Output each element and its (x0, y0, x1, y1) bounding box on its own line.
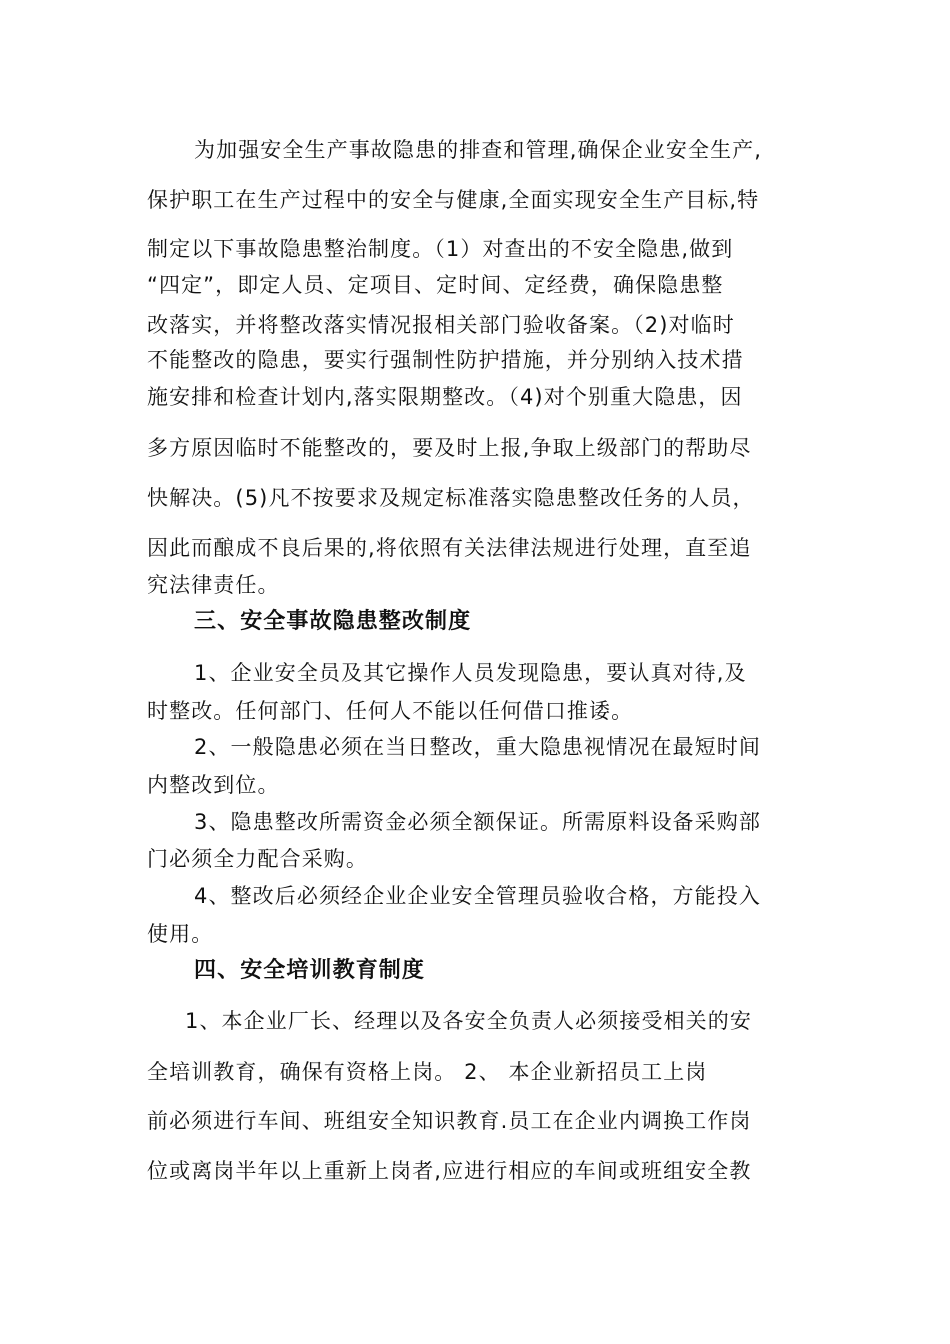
list-item-line: 前必须进行车间、班组安全知识教育.员工在企业内调换工作岗 (147, 1109, 752, 1133)
paragraph-line: 快解决。(5)凡不按要求及规定标准落实隐患整改任务的人员， (147, 486, 755, 510)
paragraph-line: 为加强安全生产事故隐患的排查和管理,确保企业安全生产, (194, 138, 763, 162)
paragraph-line: 多方原因临时不能整改的，要及时上报,争取上级部门的帮助尽 (147, 436, 752, 460)
list-item-line: 全培训教育，确保有资格上岗。 2、 本企业新招员工上岗 (147, 1060, 708, 1084)
paragraph-line: 施安排和检查计划内,落实限期整改。（4)对个别重大隐患，因 (147, 385, 743, 409)
paragraph-line: 改落实，并将整改落实情况报相关部门验收备案。（2)对临时 (147, 313, 735, 337)
list-item-line: 内整改到位。 (147, 773, 280, 797)
paragraph-line: 不能整改的隐患，要实行强制性防护措施，并分别纳入技术措 (147, 348, 744, 372)
paragraph-line: “四定”，即定人员、定项目、定时间、定经费，确保隐患整 (147, 273, 724, 297)
list-item-line: 3、隐患整改所需资金必须全额保证。所需原料设备采购部 (194, 810, 761, 834)
section-heading: 四、安全培训教育制度 (194, 958, 426, 983)
paragraph-line: 保护职工在生产过程中的安全与健康,全面实现安全生产目标,特 (147, 188, 760, 212)
list-item-line: 1、本企业厂长、经理以及各安全负责人必须接受相关的安 (185, 1009, 752, 1033)
list-item-line: 2、一般隐患必须在当日整改，重大隐患视情况在最短时间 (194, 735, 761, 759)
list-item-line: 门必须全力配合采购。 (147, 847, 368, 871)
list-item-line: 使用。 (147, 922, 214, 946)
list-item-line: 1、企业安全员及其它操作人员发现隐患，要认真对待,及 (194, 661, 747, 685)
list-item-line: 时整改。任何部门、任何人不能以任何借口推诿。 (147, 699, 634, 723)
paragraph-line: 制定以下事故隐患整治制度。（1）对查出的不安全隐患,做到 (147, 237, 734, 261)
list-item-line: 4、整改后必须经企业企业安全管理员验收合格，方能投入 (194, 884, 761, 908)
paragraph-line: 究法律责任。 (147, 573, 280, 597)
section-heading: 三、安全事故隐患整改制度 (194, 609, 472, 634)
list-item-line: 位或离岗半年以上重新上岗者,应进行相应的车间或班组安全教 (147, 1159, 752, 1183)
paragraph-line: 因此而酿成不良后果的,将依照有关法律法规进行处理，直至追 (147, 536, 752, 560)
